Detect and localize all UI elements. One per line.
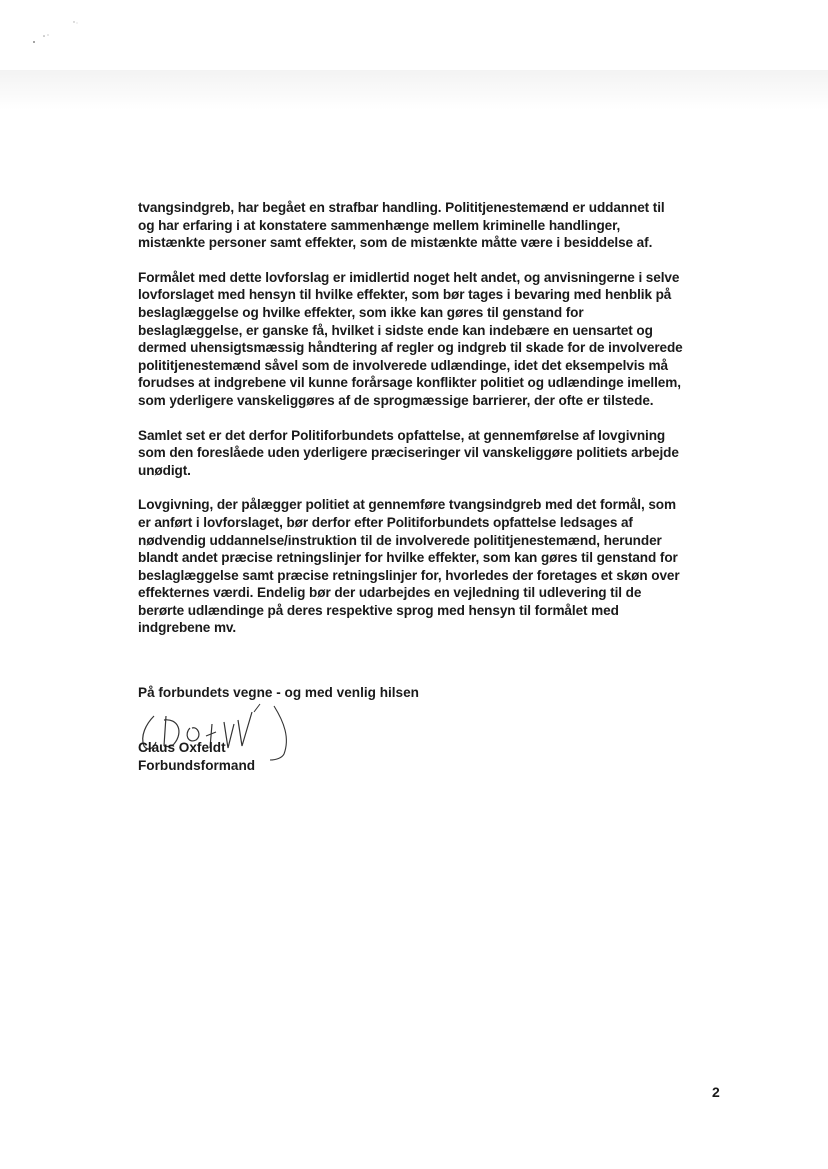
paragraph-line: er anført i lovforslaget, bør derfor efter Politiforbundets opfattelse ledsages af xyxy=(138,514,633,530)
closing-greeting: På forbundets vegne - og med venlig hilsen xyxy=(138,685,419,700)
paragraph-line: som yderligere vanskeliggøres af de sprogmæssige barrierer, der ofte er tilstede. xyxy=(138,392,654,408)
paragraph-line: som den foreslåede uden yderligere præciseringer vil vanskeliggøre politiets arbejde xyxy=(138,445,679,461)
paragraph-line: nødvendig uddannelse/instruktion til de involverede polititjenestemænd, herunder xyxy=(138,532,662,548)
paragraph-line: berørte udlændinge på deres respektive sprog med hensyn til formålet med xyxy=(138,602,619,618)
body-paragraph xyxy=(138,496,728,637)
scan-specks xyxy=(30,14,90,54)
paragraph-line: Formålet med dette lovforslag er imidlertid noget helt andet, og anvisningerne i selve xyxy=(138,269,680,285)
paragraph-line: Lovgivning, der pålægger politiet at gennemføre tvangsindgreb med det formål, som xyxy=(138,497,676,513)
body-paragraph xyxy=(138,427,728,480)
paragraph-line: effekternes værdi. Endelig bør der udarbejdes en vejledning til udlevering til de xyxy=(138,585,642,601)
page-number: 2 xyxy=(712,1084,720,1100)
signer-title: Forbundsformand xyxy=(138,758,256,773)
paragraph-line: indgrebene mv. xyxy=(138,620,237,636)
paragraph-line: blandt andet præcise retningslinjer for hvilke effekter, som kan gøres til genstand for xyxy=(138,550,678,566)
body-text xyxy=(138,199,728,654)
scan-shadow xyxy=(0,70,828,110)
paragraph-line: beslaglæggelse og hvilke effekter, som ikke kan gøres til genstand for xyxy=(138,304,584,320)
body-paragraph xyxy=(138,199,728,252)
paragraph-line: mistænkte personer samt effekter, som de mistænkte måtte være i besiddelse af. xyxy=(138,235,653,251)
paragraph-line: Samlet set er det derfor Politiforbundets opfattelse, at gennemførelse af lovgivning xyxy=(138,427,666,443)
body-paragraph xyxy=(138,269,728,410)
paragraph-line: dermed uhensigtsmæssig håndtering af regler og indgreb til skade for de involverede xyxy=(138,340,683,356)
signer-name: Claus Oxfeldt xyxy=(138,740,226,755)
paragraph-line: unødigt. xyxy=(138,462,191,478)
paragraph-line: forudses at indgrebene vil kunne forårsage konflikter politiet og udlændinge imellem, xyxy=(138,375,681,391)
paragraph-line: beslaglæggelse, er ganske få, hvilket i sidste ende kan indebære en uensartet og xyxy=(138,322,653,338)
paragraph-line: lovforslaget med hensyn til hvilke effekter, som bør tages i bevaring med henblik på xyxy=(138,287,672,303)
paragraph-line: tvangsindgreb, har begået en strafbar handling. Polititjenestemænd er uddannet til xyxy=(138,200,665,215)
paragraph-line: og har erfaring i at konstatere sammenhænge mellem kriminelle handlinger, xyxy=(138,217,621,233)
paragraph-line: polititjenestemænd såvel som de involverede udlændinge, idet det eksempelvis må xyxy=(138,357,668,373)
paragraph-line: beslaglæggelse samt præcise retningslinjer for, hvorledes der foretages et skøn over xyxy=(138,567,680,583)
